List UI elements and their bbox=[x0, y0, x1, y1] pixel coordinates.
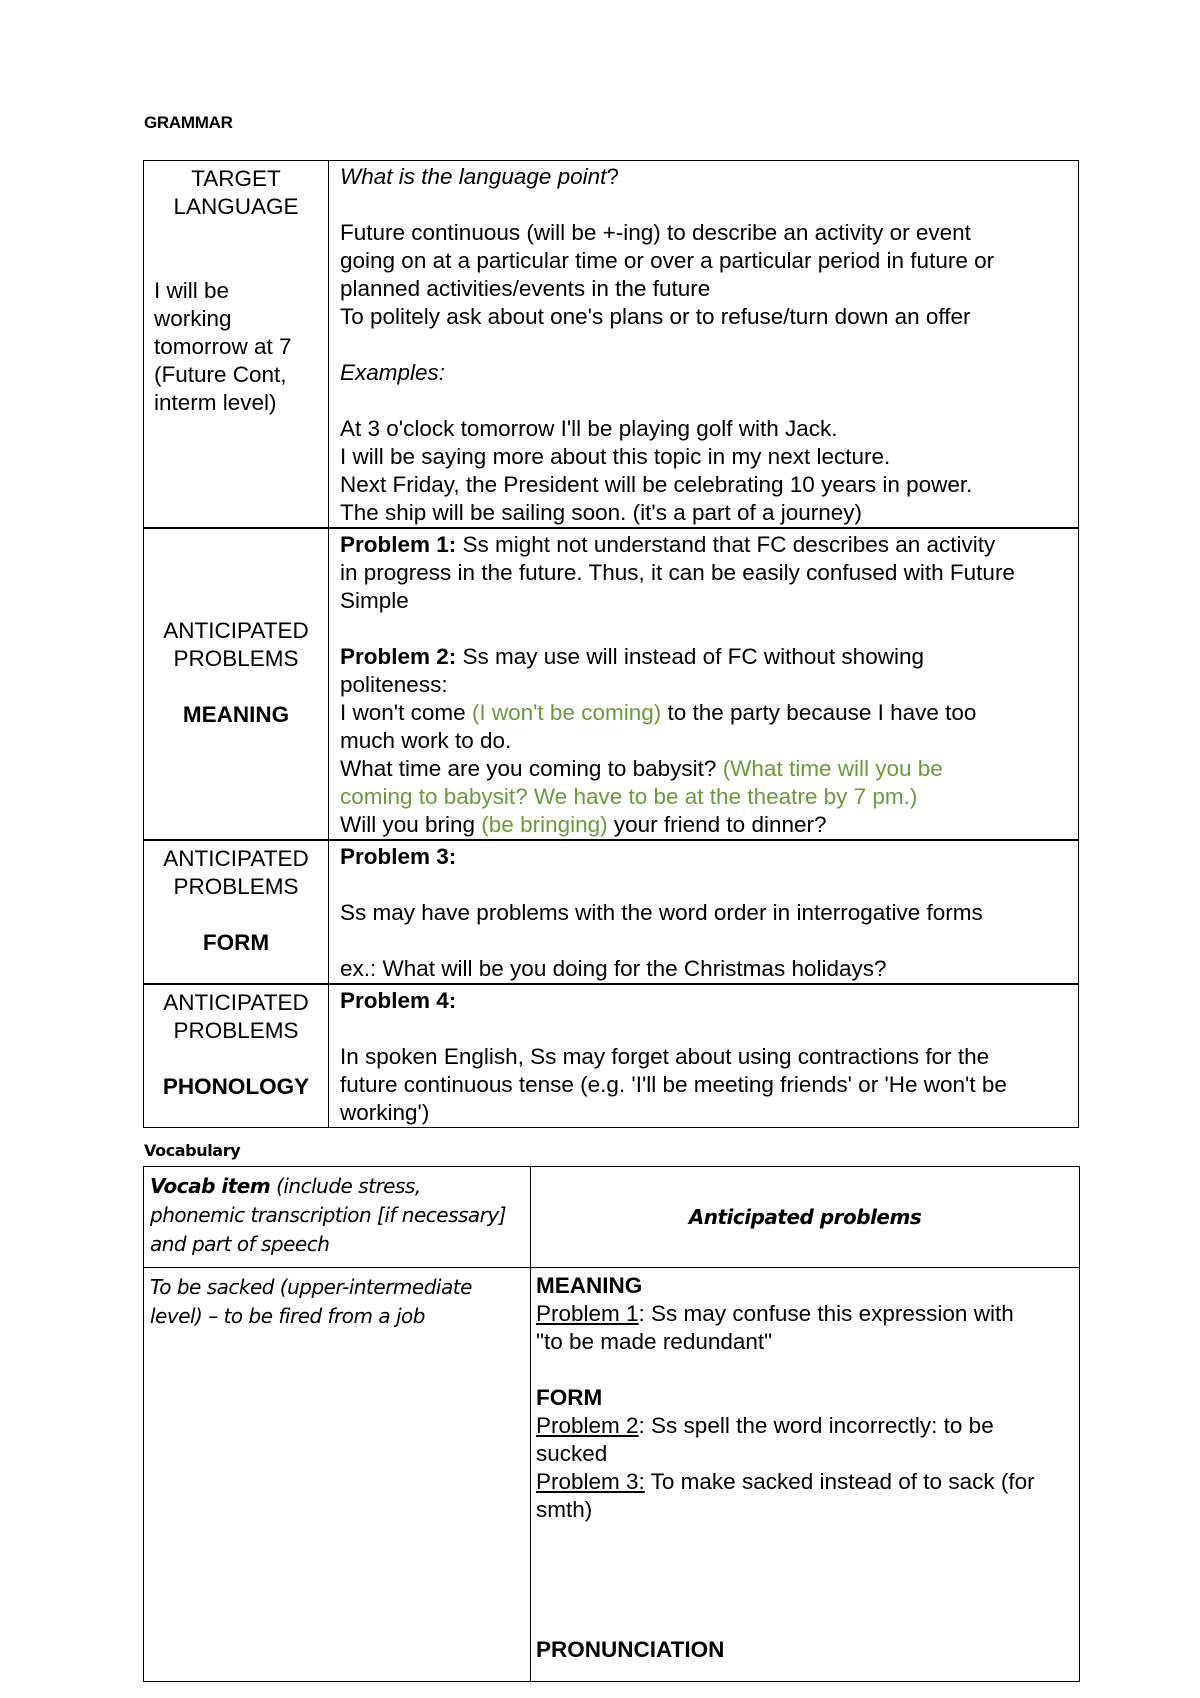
problem-1-text: Ss might not understand that FC describes an activity bbox=[456, 532, 996, 557]
description-line: going on at a particular time or over a particular period in future or bbox=[340, 248, 995, 273]
example-line: At 3 o'clock tomorrow I'll be playing golf with Jack. bbox=[340, 416, 838, 441]
vocab-form-label: FORM bbox=[536, 1385, 603, 1410]
phonology-label-line2: PROBLEMS bbox=[173, 1018, 299, 1043]
target-note-line: interm level) bbox=[154, 390, 277, 415]
example-line: The ship will be sailing soon. (it's a part of a journey) bbox=[340, 500, 863, 525]
problem-2-line bbox=[340, 643, 1070, 671]
meaning-example-2 bbox=[340, 755, 1070, 783]
meaning-label-bold: MEANING bbox=[182, 702, 290, 727]
phonology-label-cell bbox=[144, 984, 329, 1128]
vocab-problem-1-line2: "to be made redundant" bbox=[536, 1329, 773, 1354]
target-note-line: I will be bbox=[154, 278, 230, 303]
vocab-problem-2-label: Problem 2 bbox=[536, 1413, 639, 1438]
vocab-problem-1-text: : Ss may confuse this expression with bbox=[638, 1301, 1014, 1326]
examples-label: Examples: bbox=[340, 360, 446, 385]
example-text: Will you bring bbox=[340, 812, 482, 837]
problem-4-line: In spoken English, Ss may forget about using contractions for the bbox=[340, 1044, 990, 1069]
phonology-row bbox=[144, 984, 1079, 1128]
problem-1-line2: in progress in the future. Thus, it can be easily confused with Future bbox=[340, 560, 1015, 585]
correction-text: (be bringing) bbox=[481, 812, 608, 837]
question-mark: ? bbox=[606, 164, 619, 189]
phonology-label-line1: ANTICIPATED bbox=[163, 990, 309, 1015]
problem-4-line: working') bbox=[340, 1100, 430, 1125]
vocabulary-item-row bbox=[144, 1268, 1080, 1682]
vocab-problem-1 bbox=[536, 1300, 1073, 1328]
meaning-row bbox=[144, 528, 1079, 840]
example-line: I will be saying more about this topic in my next lecture. bbox=[340, 444, 891, 469]
target-note bbox=[144, 277, 328, 417]
form-label-line2: PROBLEMS bbox=[173, 874, 299, 899]
description-line: To politely ask about one's plans or to refuse/turn down an offer bbox=[340, 304, 971, 329]
target-language-row bbox=[144, 161, 1079, 529]
grammar-heading: GRAMMAR bbox=[144, 113, 233, 132]
target-note-line: (Future Cont, bbox=[154, 362, 287, 387]
vocab-header-line2: phonemic transcription [if necessary] bbox=[150, 1203, 507, 1227]
problem-3-example: ex.: What will be you doing for the Christmas holidays? bbox=[340, 956, 887, 981]
target-label-line1: TARGET bbox=[191, 166, 281, 191]
vocab-problem-2-line2: sucked bbox=[536, 1441, 608, 1466]
description-line: Future continuous (will be +-ing) to describe an activity or event bbox=[340, 220, 971, 245]
anticipated-problems-header-cell: Anticipated problems bbox=[531, 1167, 1080, 1268]
question-text: What is the language point bbox=[340, 164, 607, 189]
correction-text: (What time will you be bbox=[722, 756, 943, 781]
example-text: to the party because I have too bbox=[661, 700, 977, 725]
correction-text-line2: coming to babysit? We have to be at the theatre by 7 pm.) bbox=[340, 784, 918, 809]
vocab-problems-cell bbox=[531, 1268, 1080, 1682]
target-note-line: tomorrow at 7 bbox=[154, 334, 292, 359]
meaning-example-1-line2: much work to do. bbox=[340, 728, 512, 753]
problem-1-line3: Simple bbox=[340, 588, 409, 613]
problem-2-text: Ss may use will instead of FC without showing bbox=[456, 644, 924, 669]
correction-text: (I won't be coming) bbox=[471, 700, 662, 725]
target-label-line2: LANGUAGE bbox=[173, 194, 299, 219]
example-line: Next Friday, the President will be celebrating 10 years in power. bbox=[340, 472, 973, 497]
language-point-question bbox=[340, 163, 1070, 191]
meaning-label-cell bbox=[144, 528, 329, 840]
problem-1-label: Problem 1: bbox=[340, 532, 457, 557]
vocab-header-line3: and part of speech bbox=[150, 1232, 330, 1256]
meaning-label-line1: ANTICIPATED bbox=[163, 618, 309, 643]
vocabulary-header-row bbox=[144, 1167, 1080, 1268]
problem-2-line2: politeness: bbox=[340, 672, 448, 697]
problem-4-line: future continuous tense (e.g. 'I'll be meeting friends' or 'He won't be bbox=[340, 1072, 1007, 1097]
vocab-meaning-label: MEANING bbox=[536, 1273, 643, 1298]
example-text: your friend to dinner? bbox=[607, 812, 827, 837]
problem-3-text: Ss may have problems with the word order in interrogative forms bbox=[340, 900, 983, 925]
phonology-label-bold: PHONOLOGY bbox=[162, 1074, 310, 1099]
vocab-problem-3-label: Problem 3: bbox=[536, 1469, 645, 1494]
example-text: I won't come bbox=[340, 700, 472, 725]
form-row bbox=[144, 840, 1079, 984]
target-note-line: working bbox=[154, 306, 232, 331]
form-label-bold: FORM bbox=[202, 930, 270, 955]
meaning-content-cell bbox=[329, 528, 1079, 840]
vocab-header-line1 bbox=[150, 1172, 526, 1201]
vocab-item-header-rest: (include stress, bbox=[270, 1174, 421, 1198]
meaning-example-1 bbox=[340, 699, 1070, 727]
description-line: planned activities/events in the future bbox=[340, 276, 711, 301]
vocab-item-line2: level) – to be fired from a job bbox=[150, 1304, 425, 1328]
vocab-problem-2-text: : Ss spell the word incorrectly: to be bbox=[638, 1413, 994, 1438]
vocab-item-header-cell bbox=[144, 1167, 531, 1268]
form-label-line1: ANTICIPATED bbox=[163, 846, 309, 871]
vocab-item-cell bbox=[144, 1268, 531, 1682]
example-text: What time are you coming to babysit? bbox=[340, 756, 723, 781]
vocab-problem-1-label: Problem 1 bbox=[536, 1301, 639, 1326]
problem-2-label: Problem 2: bbox=[340, 644, 457, 669]
vocab-problem-3 bbox=[536, 1468, 1073, 1496]
form-content-cell bbox=[329, 840, 1079, 984]
problem-4-label: Problem 4: bbox=[340, 988, 457, 1013]
vocab-item-header-bold: Vocab item bbox=[150, 1174, 271, 1198]
form-label-cell bbox=[144, 840, 329, 984]
meaning-label-line2: PROBLEMS bbox=[173, 646, 299, 671]
meaning-example-3 bbox=[340, 811, 1070, 839]
phonology-content-cell bbox=[329, 984, 1079, 1128]
problem-1-line bbox=[340, 531, 1070, 559]
grammar-table bbox=[143, 160, 1079, 1128]
problem-3-label: Problem 3: bbox=[340, 844, 457, 869]
vocab-problem-3-line2: smth) bbox=[536, 1497, 593, 1522]
vocab-problem-2 bbox=[536, 1412, 1073, 1440]
vocabulary-heading: Vocabulary bbox=[144, 1141, 241, 1160]
vocabulary-table bbox=[143, 1166, 1080, 1682]
target-language-label-cell bbox=[144, 161, 329, 529]
vocab-pronunciation-label: PRONUNCIATION bbox=[536, 1637, 725, 1662]
target-language-content-cell bbox=[329, 161, 1079, 529]
vocab-item-line1: To be sacked (upper-intermediate bbox=[150, 1275, 472, 1299]
vocab-problem-3-text: To make sacked instead of to sack (for bbox=[644, 1469, 1035, 1494]
